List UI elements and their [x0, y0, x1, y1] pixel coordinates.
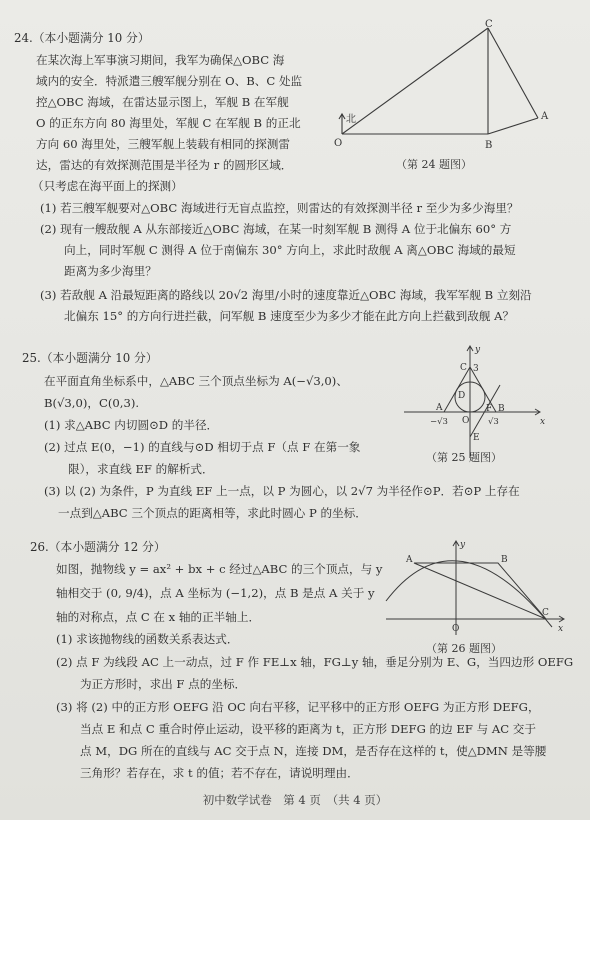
page-footer: 初中数学试卷 第 4 页 （共 4 页） — [202, 793, 388, 807]
parabola — [386, 561, 552, 627]
label-C: C — [485, 19, 493, 30]
q26-figure — [380, 535, 570, 660]
label-O: O — [462, 416, 470, 426]
q24-part-1: (1) 若三艘军舰要对△OBC 海域进行无盲点监控，则雷达的有效探测半径 r 至少为多少海里？ — [40, 201, 519, 215]
label-C: C — [460, 363, 467, 373]
label-D: D — [458, 391, 466, 401]
label-3: 3 — [473, 364, 479, 374]
q26-part-3-line: 三角形？若存在，求 t 的值；若不存在，请说明理由． — [80, 766, 359, 780]
label-y: y — [475, 345, 481, 355]
label-B: B — [501, 555, 508, 565]
q26-part-3-line: (3) 将 (2) 中的正方形 OEFG 沿 OC 向右平移，记平移中的正方形 OEFG 为正方形 DEFG， — [56, 700, 540, 714]
q24-figure — [330, 18, 570, 178]
segment-OC — [342, 28, 488, 134]
q25-header: 25.（本小题满分 10 分） — [22, 351, 158, 365]
q24-stem-line: 方向 60 海里处，三艘军舰上装载有相同的探测雷 — [36, 137, 290, 151]
q25-part-1: (1) 求△ABC 内切圆⊙D 的半径． — [44, 418, 219, 432]
q24-part-2-line: 距离为多少海里？ — [64, 264, 157, 278]
q24-part-3-line: (3) 若敌舰 A 沿最短距离的路线以 20√2 海里/小时的速度靠近△OBC 海域，我军军舰 B 立刻沿 — [40, 288, 532, 302]
label-C: C — [542, 608, 549, 618]
q25-stem-line: 在平面直角坐标系中，△ABC 三个顶点坐标为 A(−√3,0)、 — [44, 374, 348, 388]
q26-part-3-line: 当点 E 和点 C 重合时停止运动，设平移的距离为 t，正方形 DEFG 的边 EF 与 AC 交于 — [80, 722, 536, 736]
label-A: A — [541, 111, 549, 122]
label-x: x — [540, 417, 546, 427]
q25-part-2-line: (2) 过点 E(0，−1) 的直线与⊙D 相切于点 F（点 F 在第一象 — [44, 440, 361, 454]
tick-neg-root3: −√3 — [430, 417, 448, 427]
label-B: B — [498, 404, 505, 414]
triangle-ABC — [414, 563, 546, 619]
q24-header: 24.（本小题满分 10 分） — [14, 31, 150, 45]
q26-part-1: (1) 求该抛物线的函数关系表达式． — [56, 632, 239, 646]
q24-stem-line: 域内的安全．特派遣三艘军舰分别在 O、B、C 处监 — [36, 74, 303, 88]
q24-stem-line: 控△OBC 海域，在雷达显示图上，军舰 B 在军舰 — [36, 95, 289, 109]
label-A: A — [436, 403, 443, 413]
label-O: O — [452, 624, 460, 634]
q26-stem-line: 轴相交于 (0, 9/4)，点 A 坐标为 (−1,2)，点 B 是点 A 关于 y — [56, 586, 375, 600]
q26-part-2-line: 为正方形时，求出 F 点的坐标． — [80, 677, 247, 691]
label-A: A — [406, 555, 413, 565]
q24-stem-line: 在某次海上军事演习期间，我军为确保△OBC 海 — [36, 53, 285, 67]
label-x: x — [558, 624, 564, 634]
label-B: B — [485, 140, 493, 151]
q24-stem-line: O 的正东方向 80 海里处，军舰 C 在军舰 B 的正北 — [36, 116, 301, 130]
segment-BA — [488, 118, 538, 134]
q26-stem-line: 轴的对称点，点 C 在 x 轴的正半轴上． — [56, 610, 261, 624]
tick-root3: √3 — [488, 417, 499, 427]
q26-stem-line: 如图，抛物线 y = ax² + bx + c 经过△ABC 的三个顶点，与 y — [56, 562, 383, 576]
q25-part-3-line: 一点到△ABC 三个顶点的距离相等，求此时圆心 P 的坐标． — [58, 506, 367, 520]
q25-figure — [400, 340, 550, 470]
figure-caption: （第 24 题图） — [396, 158, 472, 171]
segment-CA — [488, 28, 538, 118]
label-O: O — [334, 138, 343, 149]
figure-caption: （第 26 题图） — [426, 642, 502, 655]
figure-caption: （第 25 题图） — [426, 451, 502, 464]
q26-header: 26.（本小题满分 12 分） — [30, 540, 166, 554]
q26-part-3-line: 点 M，DG 所在的直线与 AC 交于点 N，连接 DM，是否存在这样的 t，使△DMN 是等腰 — [80, 744, 547, 758]
q25-part-2-line: 限），求直线 EF 的解析式． — [68, 462, 214, 476]
q25-part-3-line: (3) 以 (2) 为条件，P 为直线 EF 上一点，以 P 为圆心，以 2√7 为半径作⊙P．若⊙P 上存在 — [44, 484, 520, 498]
label-north: 北 — [346, 114, 356, 125]
q24-part-3-line: 北偏东 15° 的方向行进拦截，问军舰 B 速度至少为多少才能在此方向上拦截到敌舰 A？ — [64, 309, 515, 323]
label-E: E — [473, 433, 480, 443]
q26-part-2-line: (2) 点 F 为线段 AC 上一动点，过 F 作 FE⊥x 轴，FG⊥y 轴，垂足分别为 E、G，当四边形 OEFG — [56, 655, 574, 669]
q24-part-2-line: (2) 现有一艘敌舰 A 从东部接近△OBC 海域，在某一时刻军舰 B 测得 A 位于北偏东 60° 方 — [40, 222, 512, 236]
label-y: y — [460, 540, 466, 550]
q24-stem-line: 达，雷达的有效探测范围是半径为 r 的圆形区域． — [36, 158, 293, 172]
q25-stem-line: B(√3,0)，C(0,3). — [44, 396, 140, 410]
q24-part-2-line: 向上，同时军舰 C 测得 A 位于南偏东 30° 方向上，求此时敌舰 A 离△OBC 海域的最短 — [64, 243, 516, 257]
q24-stem-line: （只考虑在海平面上的探测） — [32, 179, 183, 193]
label-F: F — [486, 404, 493, 414]
